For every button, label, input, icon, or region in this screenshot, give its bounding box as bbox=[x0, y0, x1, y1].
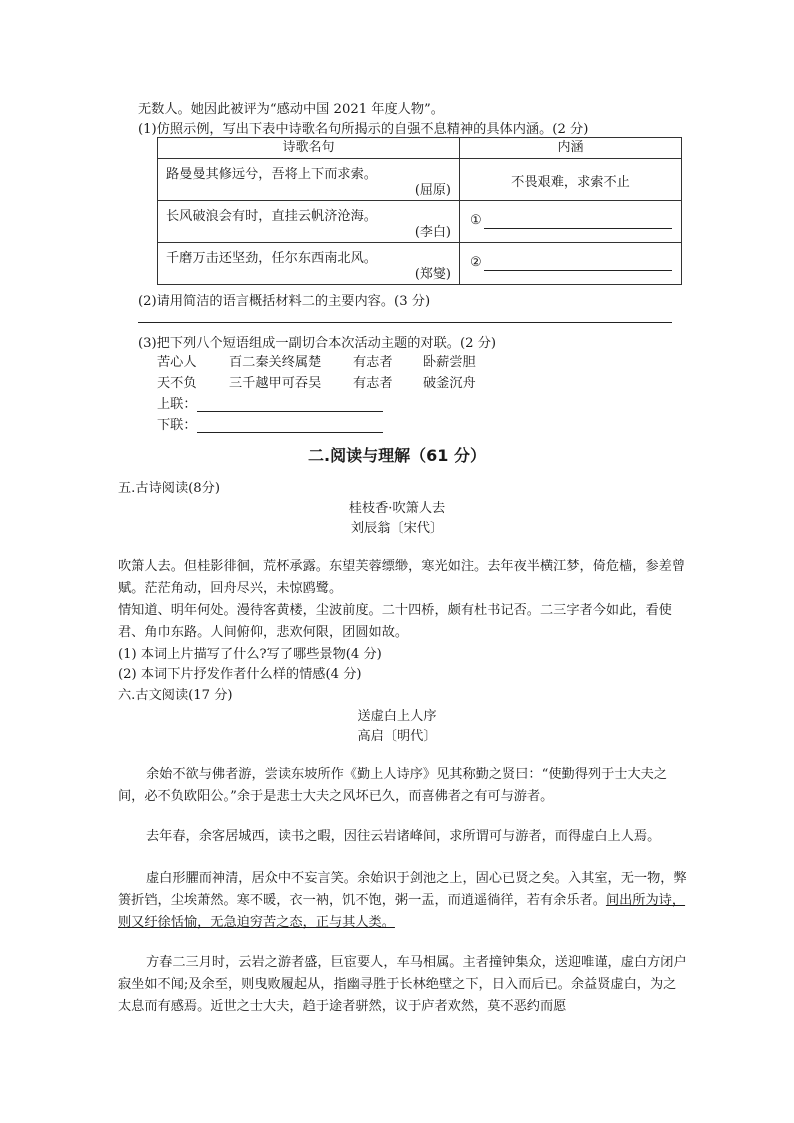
answer-line[interactable] bbox=[138, 322, 672, 323]
poem-text: 吹箫人去。但桂影徘徊，荒杯承露。东望芙蓉缥缈，寒光如注。去年夜半横江梦，倚危樯，参差曾赋。茫茫角动，回舟尽兴，未惊鸥鹭。 bbox=[118, 559, 686, 596]
table-row bbox=[158, 201, 682, 243]
question-1: (1)仿照示例，写出下表中诗歌名句所揭示的自强不息精神的具体内涵。(2 分) bbox=[138, 122, 589, 137]
intro-line: 无数人。她因此被评为“感动中国 2021 年度人物”。 bbox=[138, 102, 444, 117]
answer-marker: ② bbox=[470, 255, 482, 270]
phrase: 苦心人 bbox=[157, 355, 197, 370]
prose-paragraph: 方春二三月时，云岩之游者盛，巨宦要人，车马相属。主者撞钟集众，送迎唯谨，虚白方闭户寂坐如不闻;及余至，则曳败履起从，指幽寻胜于长林绝壁之下，日入而后已。余益贤虚白，为之太息而有感焉。近世之士大夫，趋于途者骈然，议于庐者欢然，莫不恶约而愿 bbox=[118, 955, 687, 1014]
poetry-question-1: (1) 本词上片描写了什么?写了哪些景物(4 分) bbox=[118, 647, 382, 662]
upper-couplet bbox=[157, 393, 383, 412]
poem-line: 路曼曼其修远兮，吾将上下而求索。 bbox=[166, 167, 377, 182]
upper-couplet-label: 上联： bbox=[157, 397, 197, 412]
poem-line: 千磨万击还坚劲，任尔东西南北风。 bbox=[166, 251, 377, 266]
phrase: 有志者 bbox=[353, 376, 393, 391]
table-row bbox=[158, 159, 682, 201]
meaning-text: 不畏艰难，求索不止 bbox=[511, 175, 630, 190]
section-title: 二.阅读与理解（61 分） bbox=[308, 446, 486, 465]
poem-text: 情知道、明年何处。漫待客黄楼，尘波前度。二十四桥，颇有杜书记否。二三字者今如此，看使君、角巾东路。人间俯仰，悲欢何限，团圆如故。 bbox=[118, 603, 672, 640]
prose-heading: 六.古文阅读(17 分) bbox=[118, 688, 233, 703]
table-header-poem: 诗歌名句 bbox=[158, 138, 460, 159]
prose-author: 高启〔明代〕 bbox=[357, 729, 437, 744]
lower-couplet-blank[interactable] bbox=[197, 418, 383, 433]
answer-blank[interactable] bbox=[484, 270, 672, 271]
table-header-meaning: 内涵 bbox=[460, 138, 682, 159]
phrase: 三千越甲可吞吴 bbox=[229, 376, 322, 391]
poem-line: 长风破浪会有时，直挂云帆济沧海。 bbox=[166, 209, 377, 224]
upper-couplet-blank[interactable] bbox=[197, 397, 383, 412]
prose-paragraph: 去年春，余客居城西，读书之暇，因往云岩诸峰间，求所谓可与游者，而得虚白上人焉。 bbox=[146, 829, 661, 844]
phrase: 破釜沉舟 bbox=[423, 376, 476, 391]
underlined-sentence: 间出所为诗，则又纡徐恬愉，无急迫穷苦之态，正与其人类。 bbox=[118, 893, 686, 930]
phrase: 百二秦关终属楚 bbox=[229, 355, 322, 370]
lower-couplet-label: 下联： bbox=[157, 418, 197, 433]
answer-marker: ① bbox=[470, 213, 482, 228]
prose-paragraph bbox=[118, 868, 688, 934]
question-2: (2)请用简洁的语言概括材料二的主要内容。(3 分) bbox=[138, 294, 431, 309]
poem-author: (李白) bbox=[414, 225, 451, 240]
poem-author: (郑燮) bbox=[414, 267, 451, 282]
prose-text: 虚白形臞而神清，居众中不妄言笑。余始识于剑池之上，固心已贤之矣。入其室，无一物，弊箦折铛，尘埃萧然。寒不暖，衣一衲，饥不饱，粥一盂，而逍遥徜徉，若有余乐者。 bbox=[118, 871, 687, 908]
prose-title: 送虚白上人序 bbox=[357, 709, 437, 724]
poem-title: 桂枝香·吹箫人去 bbox=[348, 501, 446, 516]
phrase: 卧薪尝胆 bbox=[423, 355, 476, 370]
poetry-question-2: (2) 本词下片抒发作者什么样的情感(4 分) bbox=[118, 667, 362, 682]
question-3: (3)把下列八个短语组成一副切合本次活动主题的对联。(2 分) bbox=[138, 336, 497, 351]
phrase: 有志者 bbox=[353, 355, 393, 370]
answer-blank[interactable] bbox=[484, 228, 672, 229]
poem-author: 刘辰翁〔宋代〕 bbox=[350, 521, 444, 536]
prose-paragraph: 余始不欲与佛者游，尝读东坡所作《勤上人诗序》见其称勤之贤曰：“使勤得列于士大夫之间，必不负欧阳公。”余于是悲士大夫之风坏已久，而喜佛者之有可与游者。 bbox=[118, 767, 668, 804]
table-row bbox=[158, 243, 682, 285]
poem-table bbox=[157, 137, 682, 285]
poem-author: (屈原) bbox=[414, 183, 451, 198]
lower-couplet bbox=[157, 414, 383, 433]
poetry-heading: 五.古诗阅读(8分) bbox=[118, 481, 220, 496]
phrase: 天不负 bbox=[157, 376, 197, 391]
